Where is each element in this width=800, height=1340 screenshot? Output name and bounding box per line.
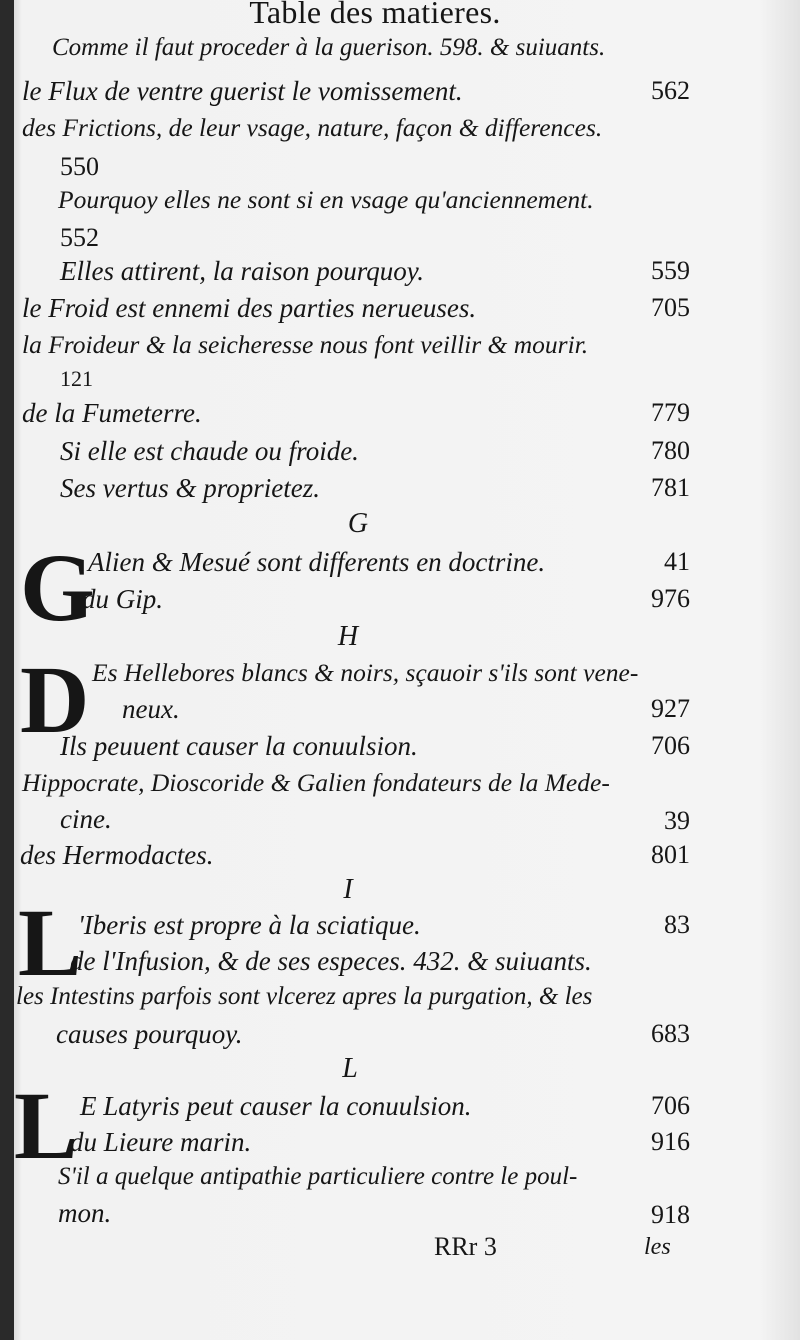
page-ref: 562 xyxy=(651,76,690,105)
binding-gutter xyxy=(0,0,14,1340)
entry-line: Ses vertus & proprietez. xyxy=(60,473,320,503)
page-ref: 552 xyxy=(60,223,99,252)
page-ref: 927 xyxy=(651,694,690,723)
catchword: les xyxy=(644,1234,671,1260)
entry-line: Elles attirent, la raison pourquoy. xyxy=(60,256,424,286)
entry-line: Pourquoy elles ne sont si en vsage qu'anciennement. xyxy=(58,185,594,214)
entry-line: neux. xyxy=(122,694,180,724)
entry-line: E Latyris peut causer la conuulsion. xyxy=(80,1091,472,1121)
page-ref: 683 xyxy=(651,1019,690,1048)
page-ref: 780 xyxy=(651,436,690,465)
section-letter-l: L xyxy=(342,1053,358,1084)
entry-line: Hippocrate, Dioscoride & Galien fondateurs de la Mede- xyxy=(22,768,610,797)
page-ref: 916 xyxy=(651,1127,690,1156)
signature-mark: RRr 3 xyxy=(434,1232,497,1261)
page-ref: 918 xyxy=(651,1200,690,1229)
page-ref: 705 xyxy=(651,293,690,322)
entry-line: le Flux de ventre guerist le vomissement. xyxy=(22,76,463,106)
drop-cap-h: D xyxy=(20,646,90,753)
entry-line: du Gip. xyxy=(82,584,163,614)
entry-line: de l'Infusion, & de ses especes. 432. & suiuants. xyxy=(70,946,592,976)
page-ref: 976 xyxy=(651,584,690,613)
entry-line: Alien & Mesué sont differents en doctrine. xyxy=(88,547,546,577)
entry-line: les Intestins parfois sont vlcerez apres la purgation, & les xyxy=(16,983,593,1010)
page-ref: 39 xyxy=(664,806,690,835)
page-ref: 41 xyxy=(664,547,690,576)
entry-line: la Froideur & la seicheresse nous font veillir & mourir. xyxy=(22,330,589,359)
page-ref: 706 xyxy=(651,731,690,760)
entry-line: cine. xyxy=(60,804,112,834)
entry-line: Es Hellebores blancs & noirs, sçauoir s'ils sont vene- xyxy=(92,658,639,687)
entry-line: de la Fumeterre. xyxy=(22,398,202,428)
section-letter-i: I xyxy=(343,874,353,905)
section-letter-g: G xyxy=(347,508,369,539)
entry-line: causes pourquoy. xyxy=(56,1019,243,1049)
page-ref: 801 xyxy=(651,840,690,869)
drop-cap-g: G xyxy=(20,534,95,641)
entry-line: le Froid est ennemi des parties nerueuses. xyxy=(22,293,477,323)
page-ref: 779 xyxy=(651,398,690,427)
entry-line: 'Iberis est propre à la sciatique. xyxy=(78,910,421,940)
entry-line: Si elle est chaude ou froide. xyxy=(60,436,359,466)
page-ref: 781 xyxy=(651,473,690,502)
entry-line: Comme il faut proceder à la guerison. 598. & suiuants. xyxy=(52,34,606,61)
entry-line: des Frictions, de leur vsage, nature, façon & differences. xyxy=(22,113,603,142)
entry-line: des Hermodactes. xyxy=(20,840,214,870)
page-ref: 559 xyxy=(651,256,690,285)
entry-line: Ils peuuent causer la conuulsion. xyxy=(60,731,418,761)
running-header: Table des matieres. xyxy=(249,0,501,30)
section-letter-h: H xyxy=(337,621,359,652)
page-ref: 706 xyxy=(651,1091,690,1120)
entry-line: mon. xyxy=(58,1198,112,1228)
drop-cap-i: L xyxy=(18,889,83,996)
drop-cap-l: L xyxy=(14,1072,79,1179)
entry-line: S'il a quelque antipathie particuliere contre le poul- xyxy=(58,1163,578,1190)
page-ref: 121 xyxy=(60,366,93,391)
page-ref: 550 xyxy=(60,152,99,181)
page-ref: 83 xyxy=(664,910,690,939)
entry-line: du Lieure marin. xyxy=(70,1127,252,1157)
